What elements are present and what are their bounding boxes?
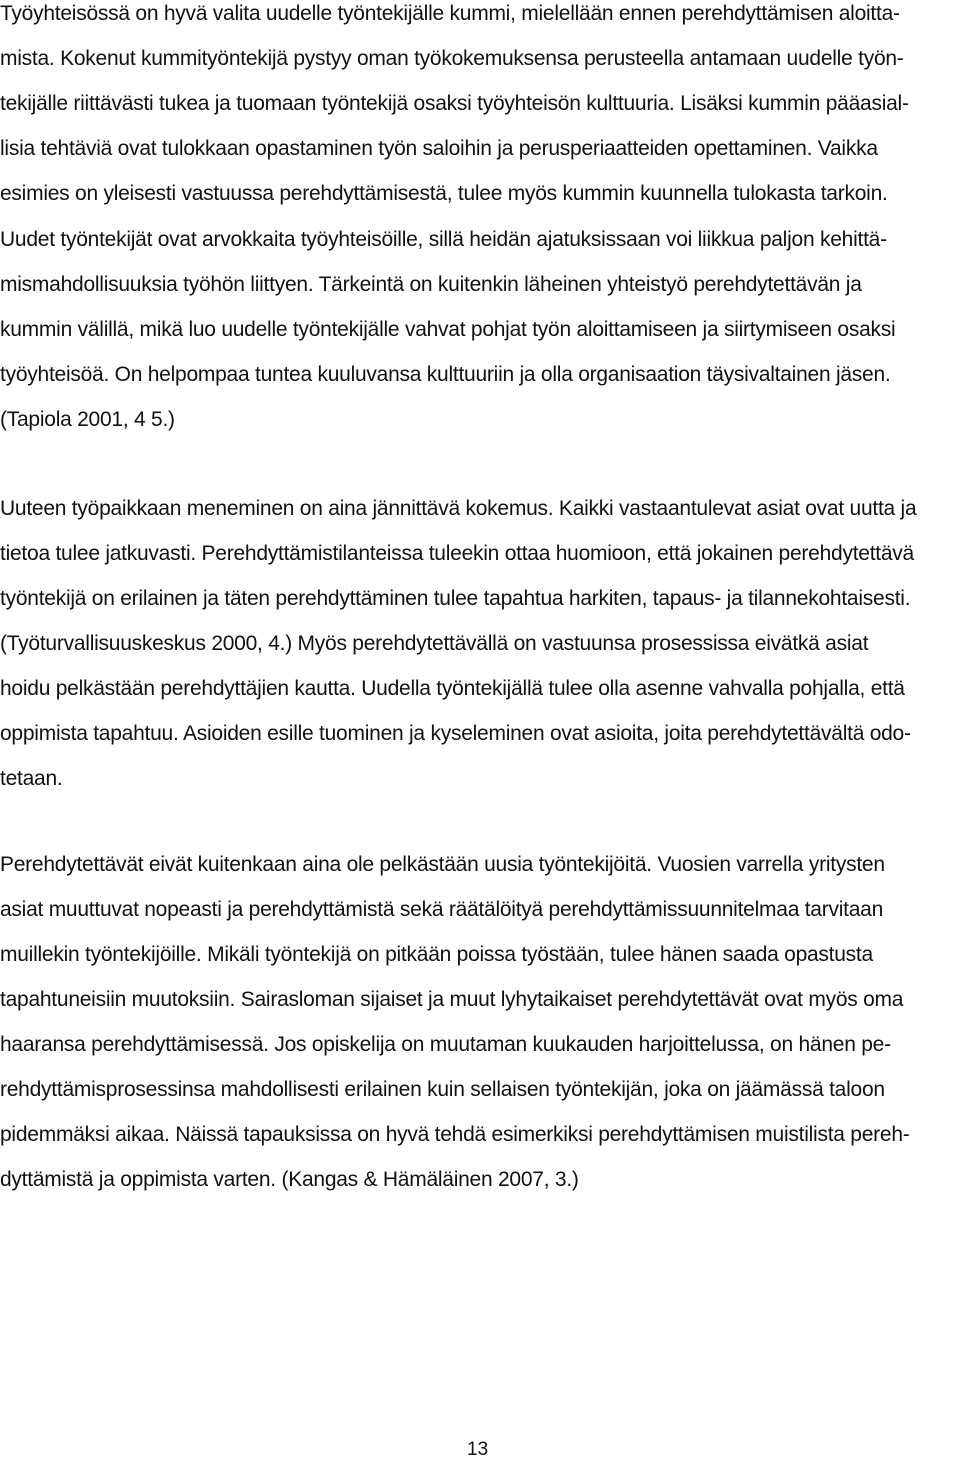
text-line: Perehdytettävät eivät kuitenkaan aina ole pelkästään uusia työntekijöitä. Vuosien varrella yritysten xyxy=(0,853,885,876)
text-line: pidemmäksi aikaa. Näissä tapauksissa on hyvä tehdä esimerkiksi perehdyttämisen muistilista pereh- xyxy=(0,1123,910,1146)
text-line: hoidu pelkästään perehdyttäjien kautta. Uudella työntekijällä tulee olla asenne vahvalla pohjalla, että xyxy=(0,677,905,700)
text-line: (Työturvallisuuskeskus 2000, 4.) Myös perehdytettävällä on vastuunsa prosessissa eivätkä asiat xyxy=(0,632,869,655)
text-line: oppimista tapahtuu. Asioiden esille tuominen ja kyseleminen ovat asioita, joita perehdytettävältä odo- xyxy=(0,722,911,745)
text-line: tekijälle riittävästi tukea ja tuomaan työntekijä osaksi työyhteisön kulttuuria. Lisäksi kummin pääasial- xyxy=(0,92,909,115)
text-line: mismahdollisuuksia työhön liittyen. Tärkeintä on kuitenkin läheinen yhteistyö perehdytettävän ja xyxy=(0,273,862,296)
text-line: Uuteen työpaikkaan meneminen on aina jännittävä kokemus. Kaikki vastaantulevat asiat ovat uutta ja xyxy=(0,497,917,520)
text-line: Työyhteisössä on hyvä valita uudelle työntekijälle kummi, mielellään ennen perehdyttämisen aloitta- xyxy=(0,2,900,25)
text-line: haaransa perehdyttämisessä. Jos opiskelija on muutaman kuukauden harjoittelussa, on hänen pe- xyxy=(0,1033,891,1056)
text-line: työyhteisöä. On helpompaa tuntea kuuluvansa kulttuuriin ja olla organisaation täysivaltainen jäsen. xyxy=(0,363,891,386)
text-line: rehdyttämisprosessinsa mahdollisesti erilainen kuin sellaisen työntekijän, joka on jäämässä taloon xyxy=(0,1078,885,1101)
text-line: esimies on yleisesti vastuussa perehdyttämisestä, tulee myös kummin kuunnella tulokasta tarkoin. xyxy=(0,182,888,205)
text-line: asiat muuttuvat nopeasti ja perehdyttämistä sekä räätälöityä perehdyttämissuunnitelmaa tarvitaan xyxy=(0,898,883,921)
text-line: lisia tehtäviä ovat tulokkaan opastaminen työn saloihin ja perusperiaatteiden opettaminen. Vaikka xyxy=(0,137,878,160)
text-line: tapahtuneisiin muutoksiin. Sairasloman sijaiset ja muut lyhytaikaiset perehdytettävät ovat myös oma xyxy=(0,988,904,1011)
text-line: kummin välillä, mikä luo uudelle työntekijälle vahvat pohjat työn aloittamiseen ja siirtymiseen osaksi xyxy=(0,318,896,341)
text-line: työntekijä on erilainen ja täten perehdyttäminen tulee tapahtua harkiten, tapaus- ja tilannekohtaisesti. xyxy=(0,587,911,610)
text-line: muillekin työntekijöille. Mikäli työntekijä on pitkään poissa työstään, tulee hänen saada opastusta xyxy=(0,943,873,966)
text-line: Uudet työntekijät ovat arvokkaita työyhteisöille, sillä heidän ajatuksissaan voi liikkua paljon kehittä- xyxy=(0,228,887,251)
text-line: mista. Kokenut kummityöntekijä pystyy oman työkokemuksensa perusteella antamaan uudelle työn- xyxy=(0,47,904,70)
text-line: tetaan. xyxy=(0,767,63,790)
text-line: (Tapiola 2001, 4 5.) xyxy=(0,408,175,431)
text-line: dyttämistä ja oppimista varten. (Kangas & Hämäläinen 2007, 3.) xyxy=(0,1168,579,1191)
page-number: 13 xyxy=(467,1439,489,1460)
text-line: tietoa tulee jatkuvasti. Perehdyttämistilanteissa tuleekin ottaa huomioon, että jokainen perehdytettävä xyxy=(0,542,914,565)
